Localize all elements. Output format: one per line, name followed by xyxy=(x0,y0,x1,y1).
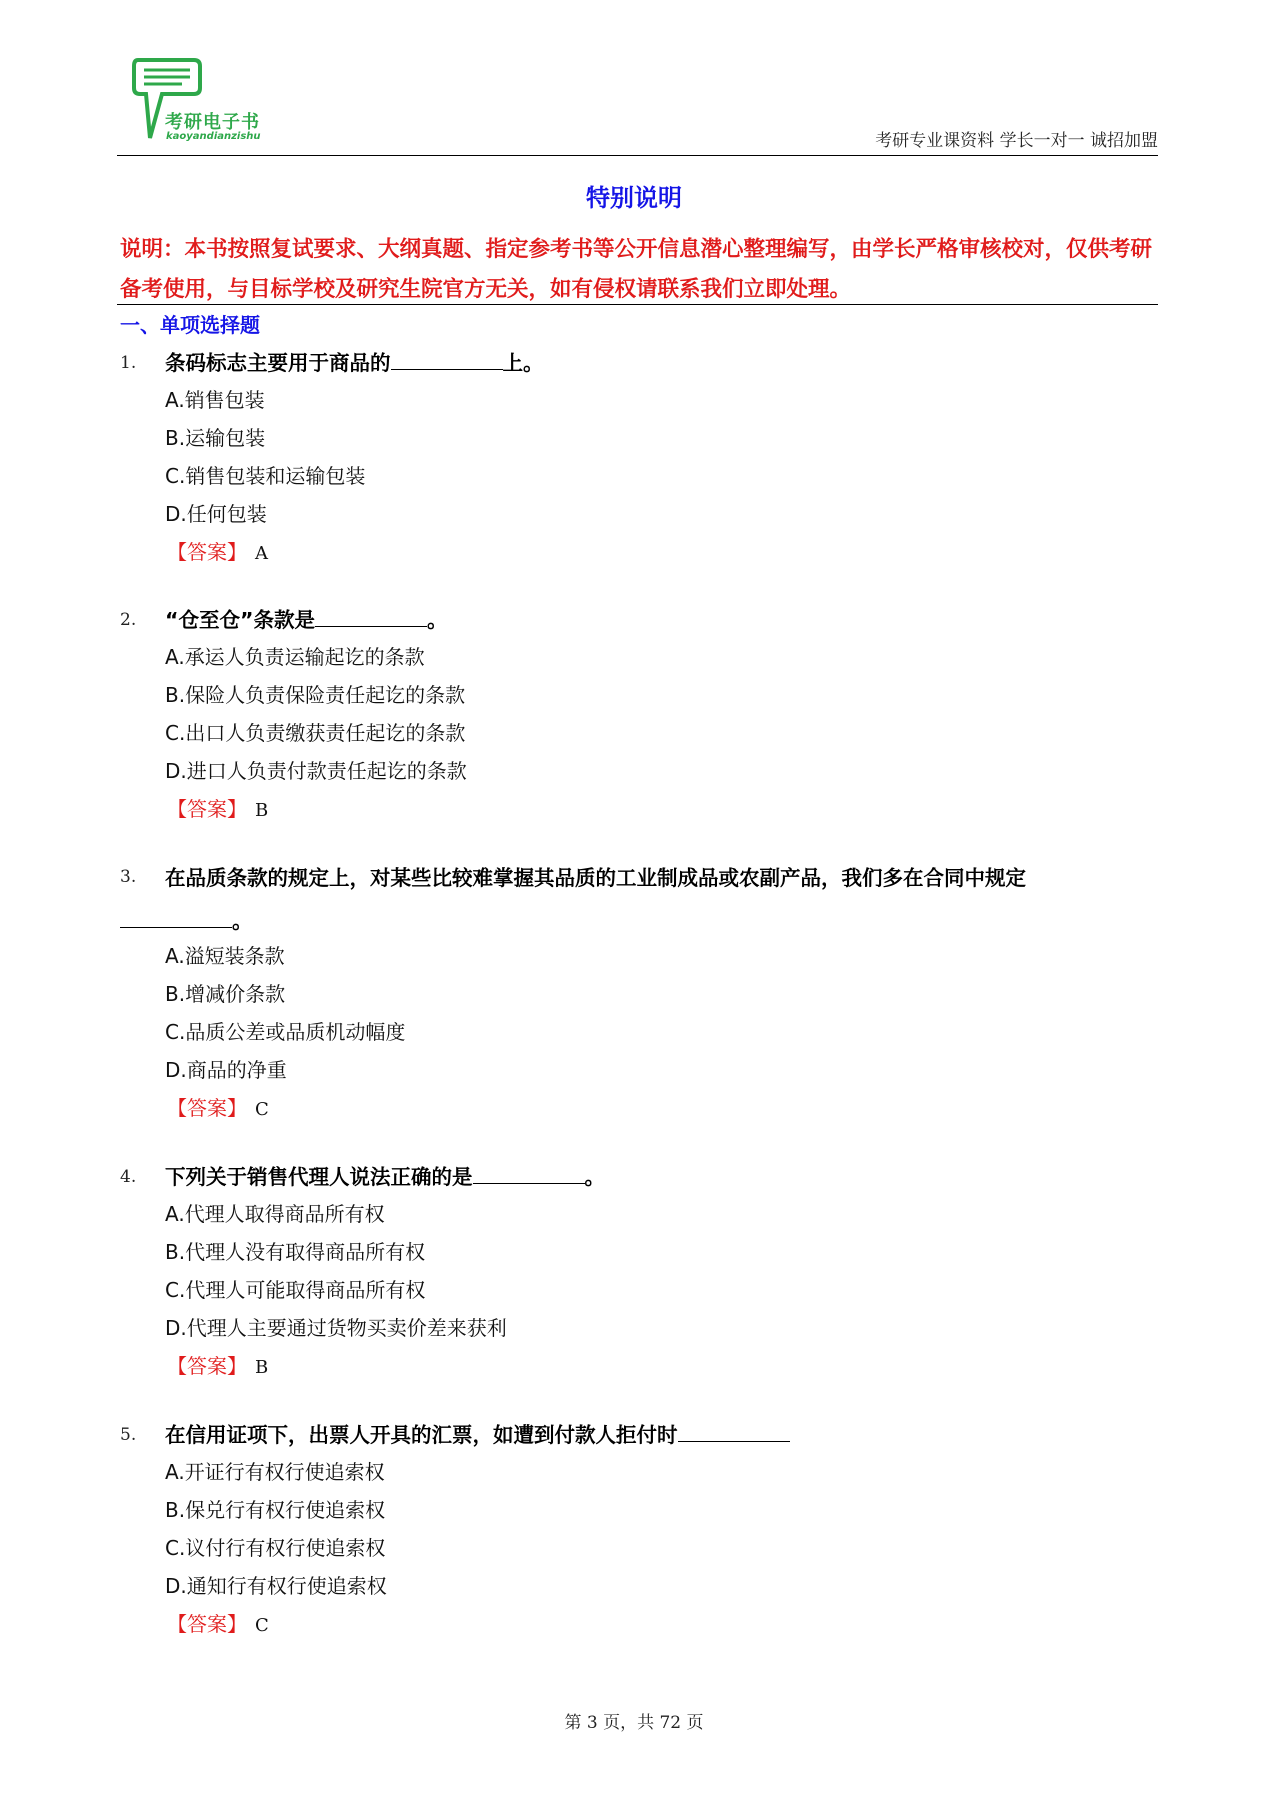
option-d: D.通知行有权行使追索权 xyxy=(165,1574,387,1598)
answer-tag: 【答案】 xyxy=(167,1612,247,1636)
question-4 xyxy=(120,1160,1160,1380)
question-stem xyxy=(165,603,1160,637)
answer xyxy=(167,793,268,827)
question-stem xyxy=(165,1418,1160,1452)
stem-text: 下列关于销售代理人说法正确的是 xyxy=(165,1165,473,1189)
option-b: B.增减价条款 xyxy=(165,982,286,1006)
question-1 xyxy=(120,346,1160,566)
question-number: 2. xyxy=(120,610,137,630)
answer-blank xyxy=(315,604,427,627)
notice-divider xyxy=(117,304,1158,305)
option-a: A.溢短装条款 xyxy=(165,944,285,968)
answer-tag: 【答案】 xyxy=(167,540,247,564)
answer xyxy=(167,1350,268,1384)
option-d: D.商品的净重 xyxy=(165,1058,287,1082)
option-a: A.代理人取得商品所有权 xyxy=(165,1202,385,1226)
question-stem-continued xyxy=(120,904,253,938)
header-tagline: 考研专业课资料 学长一对一 诚招加盟 xyxy=(875,131,1158,151)
answer-tag: 【答案】 xyxy=(167,797,247,821)
answer-tag: 【答案】 xyxy=(167,1354,247,1378)
question-5 xyxy=(120,1418,1160,1638)
option-c: C.出口人负责缴获责任起讫的条款 xyxy=(165,721,466,745)
option-c: C.代理人可能取得商品所有权 xyxy=(165,1278,426,1302)
answer-blank xyxy=(678,1419,790,1442)
option-d: D.代理人主要通过货物买卖价差来获利 xyxy=(165,1316,507,1340)
answer-tag: 【答案】 xyxy=(167,1096,247,1120)
logo-text: 考研电子书 xyxy=(165,112,260,133)
answer-blank xyxy=(120,905,232,928)
question-number: 3. xyxy=(120,867,137,887)
answer-blank xyxy=(473,1161,585,1184)
answer-value: A xyxy=(255,543,268,564)
option-a: A.承运人负责运输起讫的条款 xyxy=(165,645,425,669)
question-number: 4. xyxy=(120,1167,137,1187)
question-stem xyxy=(165,346,1160,380)
answer-value: B xyxy=(255,800,269,821)
option-a: A.开证行有权行使追索权 xyxy=(165,1460,385,1484)
question-3 xyxy=(120,860,1160,1130)
answer xyxy=(167,536,268,570)
section-title: 一、单项选择题 xyxy=(120,313,260,337)
notice-text: 说明：本书按照复试要求、大纲真题、指定参考书等公开信息潜心整理编写，由学长严格审核校对，仅供考研备考使用，与目标学校及研究生院官方无关，如有侵权请联系我们立即处理。 xyxy=(120,237,1153,302)
option-c: C.销售包装和运输包装 xyxy=(165,464,366,488)
question-number: 1. xyxy=(120,353,137,373)
option-b: B.保兑行有权行使追索权 xyxy=(165,1498,386,1522)
option-b: B.保险人负责保险责任起讫的条款 xyxy=(165,683,466,707)
option-b: B.运输包装 xyxy=(165,426,266,450)
answer-value: C xyxy=(255,1099,269,1120)
answer xyxy=(167,1092,269,1126)
special-notice-title: 特别说明 xyxy=(586,184,682,212)
stem-text-end: 上。 xyxy=(502,351,544,375)
question-stem xyxy=(165,860,1160,896)
option-c: C.品质公差或品质机动幅度 xyxy=(165,1020,406,1044)
answer-blank xyxy=(391,347,503,370)
stem-text: 在品质条款的规定上，对某些比较难掌握其品质的工业制成品或农副产品，我们多在合同中规定 xyxy=(165,866,1026,890)
answer-value: C xyxy=(255,1615,269,1636)
question-number: 5. xyxy=(120,1425,137,1445)
stem-text: “仓至仓”条款是 xyxy=(165,608,315,632)
page-footer: 第 3 页，共 72 页 xyxy=(564,1713,704,1733)
logo-subtext: kaoyandianzishu xyxy=(166,131,261,142)
stem-text-end: 。 xyxy=(426,608,448,632)
option-c: C.议付行有权行使追索权 xyxy=(165,1536,386,1560)
stem-text: 条码标志主要用于商品的 xyxy=(165,351,391,375)
option-b: B.代理人没有取得商品所有权 xyxy=(165,1240,426,1264)
option-d: D.进口人负责付款责任起讫的条款 xyxy=(165,759,467,783)
answer xyxy=(167,1608,269,1642)
option-d: D.任何包装 xyxy=(165,502,267,526)
stem-text-end: 。 xyxy=(232,909,253,933)
question-stem xyxy=(165,1160,1160,1194)
answer-value: B xyxy=(255,1357,269,1378)
stem-text: 在信用证项下，出票人开具的汇票，如遭到付款人拒付时 xyxy=(165,1423,678,1447)
header-divider xyxy=(117,155,1158,156)
stem-text-end: 。 xyxy=(584,1165,605,1189)
option-a: A.销售包装 xyxy=(165,388,265,412)
question-2 xyxy=(120,603,1160,823)
